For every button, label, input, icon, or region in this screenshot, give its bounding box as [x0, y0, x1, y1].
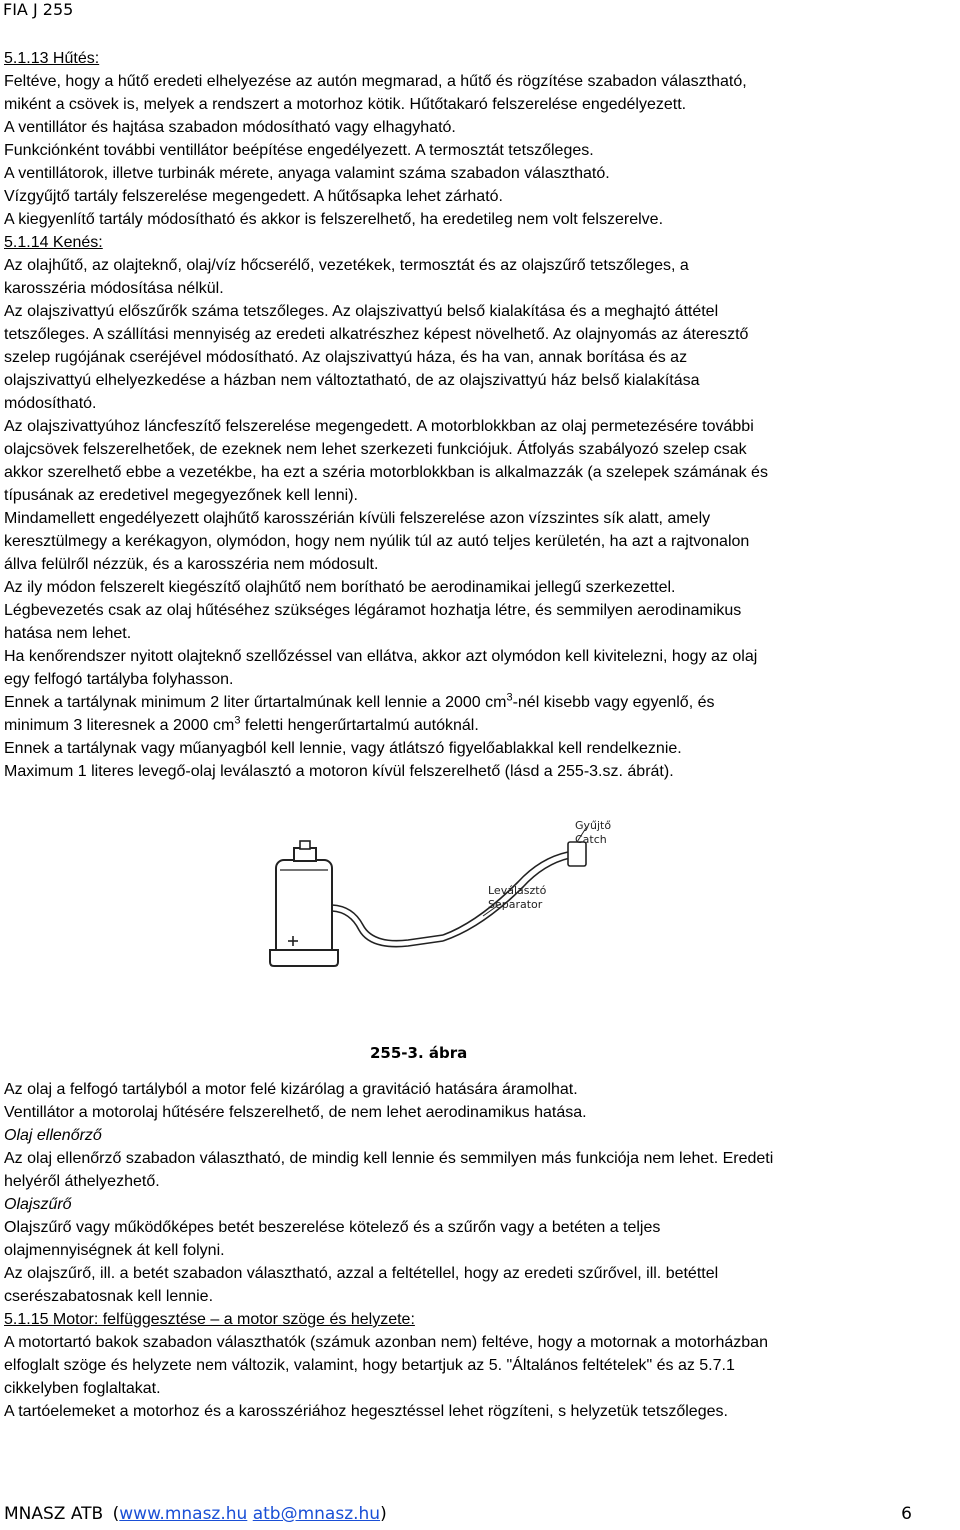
section-hutes	[4, 47, 959, 231]
separator-diagram	[268, 810, 628, 995]
hose-line	[332, 905, 443, 941]
superscript: 3	[506, 691, 513, 704]
text-line: A motortartó bakok szabadon választhatók (számuk azonban nem) feltéve, hogy a motornak a motorházban	[4, 1334, 768, 1351]
text-line: Légbevezetés csak az olaj hűtéséhez szükséges légáramot hozhatja létre, és semmilyen aerodinamikus	[4, 602, 742, 619]
text-fragment: Ennek a tartálynak minimum 2 liter űrtartalmúnak kell lennie a 2000 cm	[4, 694, 507, 711]
hose-line	[332, 911, 443, 947]
text-line: Az olajhűtő, az olajteknő, olaj/víz hőcserélő, vezetékek, termosztát és az olajszűrő tetszőleges, a	[4, 257, 689, 274]
text-line: Feltéve, hogy a hűtő eredeti elhelyezése az autón megmarad, a hűtő és rögzítése szabadon választható,	[4, 73, 747, 90]
text-line: tetszőleges. A szállítási mennyiség az eredeti alkatrészhez képest növelhető. Az olajnyomás az áteresztő	[4, 326, 749, 343]
text-fragment: -nél kisebb vagy egyenlő, és	[512, 694, 715, 711]
filler-cap-top-shape	[300, 841, 310, 849]
text-fragment: feletti hengerűrtartalmú autóknál.	[240, 717, 479, 734]
text-line-with-superscript	[4, 714, 959, 737]
document-header: FIA J 255	[3, 0, 74, 19]
text-fragment: minimum 3 literesnek a 2000 cm	[4, 717, 235, 734]
text-line: A tartóelemeket a motorhoz és a karosszériához hegesztéssel lehet rögzíteni, s helyzetük tetszőleges.	[4, 1403, 728, 1420]
text-line: Vízgyűjtő tartály felszerelése megengedett. A hűtősapka lehet zárható.	[4, 188, 503, 205]
separator-diagram-svg	[268, 810, 628, 995]
text-line: Az olajszűrő, ill. a betét szabadon választható, azzal a feltétellel, hogy az eredeti szűrővel, ill. betéttel	[4, 1265, 719, 1282]
text-line: Funkciónként további ventillátor beépítése engedélyezett. A termosztát tetszőleges.	[4, 142, 594, 159]
text-line: Az olaj ellenőrző szabadon választható, de mindig kell lennie és semmilyen más funkciója nem lehet. Eredeti	[4, 1150, 774, 1167]
label-separator-hu: Leválasztó	[488, 884, 547, 897]
text-line: állva felülről nézzük, és a karosszéria nem módosult.	[4, 556, 379, 573]
text-line: cserészabatosnak kell lennie.	[4, 1288, 214, 1305]
text-line: Ventillátor a motorolaj hűtésére felszerelhető, de nem lehet aerodinamikus hatása.	[4, 1104, 587, 1121]
text-line: szelep rugójának cseréjével módosítható. Az olajszivattyú háza, és ha van, annak borítása és az	[4, 349, 688, 366]
text-line: keresztülmegy a kerékagyon, olymódon, hogy nem nyúlik túl az autó teljes kerületén, ha azt a rajtvonalon	[4, 533, 750, 550]
text-line: karosszéria módosítása nélkül.	[4, 280, 224, 297]
text-line: Maximum 1 literes levegő-olaj leválasztó a motoron kívül felszerelhető (lásd a 255-3.sz. ábrát).	[4, 763, 674, 780]
subheading-oil-check: Olaj ellenőrző	[4, 1127, 102, 1144]
text-line: típusának az eredetivel megegyezőnek kell lenni).	[4, 487, 358, 504]
filler-cap-shape	[294, 848, 316, 861]
footer-website-link[interactable]: www.mnasz.hu	[119, 1504, 248, 1524]
text-line: egy felfogó tartályba folyhasson.	[4, 671, 234, 688]
subheading-oil-filter: Olajszűrő	[4, 1196, 72, 1213]
text-line: Olajszűrő vagy működőképes betét beszerelése kötelező és a szűrőn vagy a betéten a teljes	[4, 1219, 661, 1236]
footer-org: MNASZ ATB	[4, 1504, 104, 1524]
text-line: Az ily módon felszerelt kiegészítő olajhűtő nem borítható be aerodinamikai jellegű szerkezettel.	[4, 579, 676, 596]
text-line: Ha kenőrendszer nyitott olajteknő szellőzéssel van ellátva, akkor azt olymódon kell kivitelezni, hogy az olaj	[4, 648, 758, 665]
page-number: 6	[901, 1504, 912, 1524]
label-separator-en: Separator	[488, 898, 543, 911]
section-heading: 5.1.13 Hűtés:	[4, 50, 100, 67]
section-heading: 5.1.15 Motor: felfüggesztése – a motor szöge és helyzete:	[4, 1311, 415, 1328]
text-line: Az olaj a felfogó tartályból a motor felé kizárólag a gravitáció hatására áramolhat.	[4, 1081, 578, 1098]
text-line: hatása nem lehet.	[4, 625, 132, 642]
text-line: A ventillátorok, illetve turbinák mérete, anyaga valamint száma szabadon választható.	[4, 165, 610, 182]
text-line: olajcsövek felszerelhetőek, de ezeknek nem lehet szerkezeti funkciójuk. Átfolyás szabályozó szelep csak	[4, 441, 747, 458]
label-catch-hu: Gyűjtő	[575, 819, 612, 832]
text-line: cikkelyben foglaltakat.	[4, 1380, 161, 1397]
text-line: Az olajszivattyú előszűrők száma tetszőleges. Az olajszivattyú belső kialakítása és a meghajtó áttétel	[4, 303, 719, 320]
text-line: miként a csövek is, melyek a rendszert a motorhoz kötik. Hűtőtakaró felszerelése engedélyezett.	[4, 96, 687, 113]
text-line: olajmennyiségnek át kell folyni.	[4, 1242, 225, 1259]
text-line: Mindamellett engedélyezett olajhűtő karosszérián kívüli felszerelése azon vízszintes sík alatt, amely	[4, 510, 711, 527]
text-line: Az olajszivattyúhoz láncfeszítő felszerelése megengedett. A motorblokkban az olaj permetezésére további	[4, 418, 754, 435]
engine-base-shape	[270, 950, 338, 966]
text-line: A kiegyenlítő tartály módosítható és akkor is felszerelhető, ha eredetileg nem volt felszerelve.	[4, 211, 664, 228]
text-line-with-superscript	[4, 691, 959, 714]
section-after-figure	[4, 1078, 959, 1423]
page-footer	[4, 1504, 956, 1524]
figure-caption: 255-3. ábra	[370, 1044, 468, 1062]
footer-open-paren: (	[112, 1504, 120, 1524]
text-line: akkor szerelhető ebbe a vezetékbe, ha ezt a széria motorblokkban is alkalmazzák (a szelepek számának és	[4, 464, 768, 481]
footer-email-link[interactable]: atb@mnasz.hu	[252, 1504, 381, 1524]
text-line: módosítható.	[4, 395, 97, 412]
section-heading: 5.1.14 Kenés:	[4, 234, 103, 251]
text-line: helyéről áthelyezhető.	[4, 1173, 160, 1190]
text-line: Ennek a tartálynak vagy műanyagból kell lennie, vagy átlátszó figyelőablakkal kell rendelkeznie.	[4, 740, 682, 757]
text-line: elfoglalt szöge és helyzete nem változik, valamint, hogy betartjuk az 5. "Általános feltételek" és az 5.7.1	[4, 1357, 735, 1374]
text-line: olajszivattyú elhelyezkedése a házban nem változtatható, de az olajszivattyú ház belső kialakítása	[4, 372, 700, 389]
section-kenes	[4, 231, 959, 783]
label-catch-en: Catch	[575, 833, 607, 846]
footer-close-paren: )	[380, 1504, 387, 1524]
text-line: A ventillátor és hajtása szabadon módosítható vagy elhagyható.	[4, 119, 456, 136]
superscript: 3	[234, 714, 241, 727]
